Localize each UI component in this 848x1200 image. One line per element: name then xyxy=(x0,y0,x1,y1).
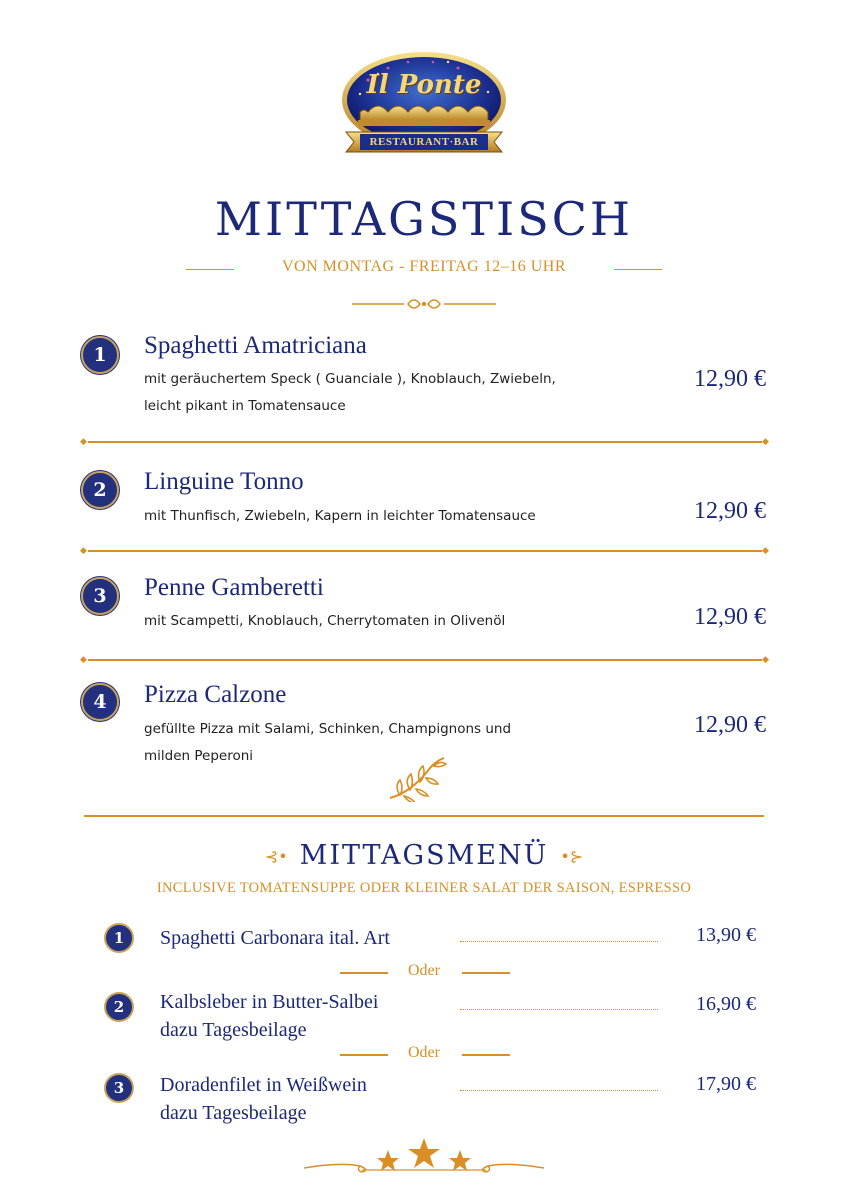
item-description: mit Thunfisch, Zwiebeln, Kapern in leichter Tomatensauce xyxy=(144,508,536,524)
item-name: Penne Gamberetti xyxy=(144,574,324,601)
oder-separator xyxy=(0,1044,848,1062)
oder-label: Oder xyxy=(408,1044,440,1061)
menu-number-badge: 3 xyxy=(104,1073,134,1103)
divider: ◆ ◆ xyxy=(80,546,769,556)
item-price: 12,90 € xyxy=(694,366,766,392)
menu-item-price: 13,90 € xyxy=(696,924,756,946)
subtitle: VON MONTAG - FREITAG 12–16 UHR xyxy=(282,258,566,275)
stars-ornament-icon xyxy=(300,1136,548,1176)
oder-line-right xyxy=(462,972,510,974)
menu-title: MITTAGSMENÜ xyxy=(299,840,549,871)
oder-line-right xyxy=(462,1054,510,1056)
menu-number-badge: 1 xyxy=(104,923,134,953)
laurel-branch-icon xyxy=(386,756,448,802)
logo-tagline: RESTAURANT·BAR xyxy=(369,136,479,148)
item-description: mit Scampetti, Knoblauch, Cherrytomaten in Olivenöl xyxy=(144,613,506,629)
divider: ◆ ◆ xyxy=(80,655,769,665)
menu-item-side: dazu Tagesbeilage xyxy=(160,1019,307,1041)
ornament-icon xyxy=(352,296,496,312)
menu-item-price: 16,90 € xyxy=(696,993,756,1015)
item-price: 12,90 € xyxy=(694,712,766,738)
item-name: Pizza Calzone xyxy=(144,681,287,708)
item-number-badge: 2 xyxy=(81,471,119,509)
subtitle-line-right xyxy=(614,269,662,270)
item-price: 12,90 € xyxy=(694,498,766,524)
dot-leader xyxy=(460,940,658,942)
oder-label: Oder xyxy=(408,962,440,979)
item-name: Linguine Tonno xyxy=(144,468,304,495)
menu-item-name: Spaghetti Carbonara ital. Art xyxy=(160,927,390,949)
dot-leader xyxy=(460,1008,658,1010)
oder-line-left xyxy=(340,1054,388,1056)
section-divider xyxy=(84,815,764,817)
item-price: 12,90 € xyxy=(694,604,766,630)
scroll-ornament-right-icon: •⊱ xyxy=(560,847,584,866)
divider: ◆ ◆ xyxy=(80,437,769,447)
page-title: MITTAGSTISCH xyxy=(214,192,634,246)
subtitle-line-left xyxy=(186,269,234,270)
menu-number-badge: 2 xyxy=(104,992,134,1022)
menu-item-name: Kalbsleber in Butter-Salbei xyxy=(160,991,379,1013)
scroll-ornament-left-icon: ⊰• xyxy=(264,847,288,866)
item-description: gefüllte Pizza mit Salami, Schinken, Champignons und milden Peperoni xyxy=(144,721,512,764)
restaurant-logo xyxy=(338,50,510,158)
item-number-badge: 3 xyxy=(81,577,119,615)
item-description: mit geräuchertem Speck ( Guanciale ), Knoblauch, Zwiebeln, leicht pikant in Tomatensauce xyxy=(144,371,556,414)
oder-line-left xyxy=(340,972,388,974)
subtitle-row xyxy=(0,258,848,276)
item-name: Spaghetti Amatriciana xyxy=(144,332,367,359)
menu-item-price: 17,90 € xyxy=(696,1073,756,1095)
oder-separator xyxy=(0,962,848,980)
menu-subtitle: INCLUSIVE TOMATENSUPPE ODER KLEINER SALAT DER SAISON, ESPRESSO xyxy=(156,880,692,896)
item-number-badge: 1 xyxy=(81,336,119,374)
menu-title-row xyxy=(0,840,848,871)
menu-item-name: Doradenfilet in Weißwein xyxy=(160,1074,367,1096)
logo-name: Il Ponte xyxy=(366,70,482,100)
item-number-badge: 4 xyxy=(81,683,119,721)
menu-item-side: dazu Tagesbeilage xyxy=(160,1102,307,1124)
dot-leader xyxy=(460,1089,658,1091)
